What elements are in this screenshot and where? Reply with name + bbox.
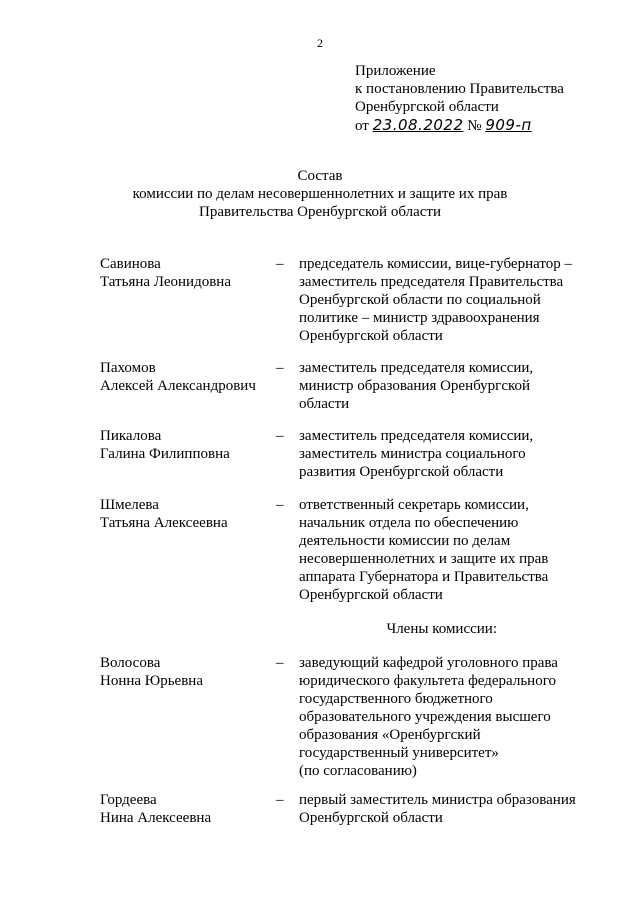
- role-line: председатель комиссии, вице-губернатор –: [299, 256, 572, 272]
- member-role: [299, 496, 589, 604]
- member-role: [299, 654, 589, 780]
- role-line: первый заместитель министра образования: [299, 792, 576, 808]
- member-given-name: Галина Филипповна: [100, 446, 230, 462]
- dash: –: [276, 360, 284, 376]
- role-line: развития Оренбургской области: [299, 464, 504, 480]
- member-name: [100, 654, 270, 690]
- member-surname: Гордеева: [100, 792, 157, 808]
- handwritten-date: 23.08.2022: [372, 116, 464, 134]
- role-line: Оренбургской области: [299, 587, 443, 603]
- role-line: Оренбургской области: [299, 328, 443, 344]
- role-line: деятельности комиссии по делам: [299, 533, 511, 549]
- number-sign: №: [467, 118, 482, 134]
- role-line: государственного бюджетного: [299, 691, 493, 707]
- member-role: [299, 255, 589, 345]
- role-line: аппарата Губернатора и Правительства: [299, 569, 549, 585]
- document-title: [0, 167, 640, 221]
- member-role: [299, 359, 589, 413]
- role-line: несовершеннолетних и защите их прав: [299, 551, 549, 567]
- member-role: [299, 791, 589, 827]
- member-role: [299, 427, 589, 481]
- appendix-title: Приложение: [355, 63, 436, 79]
- title-line-2: комиссии по делам несовершеннолетних и защите их прав: [132, 186, 508, 202]
- role-line: Оренбургской области по социальной: [299, 292, 541, 308]
- role-line: заместитель председателя комиссии,: [299, 360, 534, 376]
- dash: –: [276, 655, 284, 671]
- member-given-name: Татьяна Алексеевна: [100, 515, 228, 531]
- page-number: 2: [317, 36, 323, 50]
- member-surname: Савинова: [100, 256, 161, 272]
- member-name: [100, 496, 270, 532]
- appendix-date-line: [355, 116, 564, 135]
- appendix-block: [355, 62, 564, 135]
- member-surname: Волосова: [100, 655, 161, 671]
- role-line: Оренбургской области: [299, 810, 443, 826]
- member-name: [100, 255, 270, 291]
- member-given-name: Нонна Юрьевна: [100, 673, 203, 689]
- date-prefix: от: [355, 118, 369, 134]
- role-line: (по согласованию): [299, 763, 417, 779]
- dash: –: [276, 497, 284, 513]
- appendix-resolution-line: к постановлению Правительства: [355, 81, 564, 97]
- role-line: политике – министр здравоохранения: [299, 310, 540, 326]
- dash: –: [276, 792, 284, 808]
- member-name: [100, 359, 270, 395]
- members-subheading: Члены комиссии:: [386, 621, 497, 637]
- handwritten-number: 909-п: [485, 116, 532, 134]
- role-line: заместитель министра социального: [299, 446, 526, 462]
- member-surname: Пикалова: [100, 428, 162, 444]
- member-surname: Пахомов: [100, 360, 156, 376]
- role-line: образовательного учреждения высшего: [299, 709, 551, 725]
- role-line: области: [299, 396, 350, 412]
- dash: –: [276, 428, 284, 444]
- appendix-region-line: Оренбургской области: [355, 99, 499, 115]
- member-given-name: Нина Алексеевна: [100, 810, 212, 826]
- member-name: [100, 791, 270, 827]
- dash: –: [276, 256, 284, 272]
- member-given-name: Татьяна Леонидовна: [100, 274, 231, 290]
- member-surname: Шмелева: [100, 497, 159, 513]
- role-line: юридического факультета федерального: [299, 673, 556, 689]
- role-line: заведующий кафедрой уголовного права: [299, 655, 558, 671]
- role-line: заместитель председателя Правительства: [299, 274, 564, 290]
- member-name: [100, 427, 270, 463]
- role-line: ответственный секретарь комиссии,: [299, 497, 529, 513]
- role-line: начальник отдела по обеспечению: [299, 515, 519, 531]
- role-line: министр образования Оренбургской: [299, 378, 531, 394]
- role-line: образования «Оренбургский: [299, 727, 481, 743]
- member-given-name: Алексей Александрович: [100, 378, 256, 394]
- title-line-1: Состав: [297, 168, 343, 184]
- title-line-3: Правительства Оренбургской области: [199, 204, 441, 220]
- role-line: заместитель председателя комиссии,: [299, 428, 534, 444]
- role-line: государственный университет»: [299, 745, 499, 761]
